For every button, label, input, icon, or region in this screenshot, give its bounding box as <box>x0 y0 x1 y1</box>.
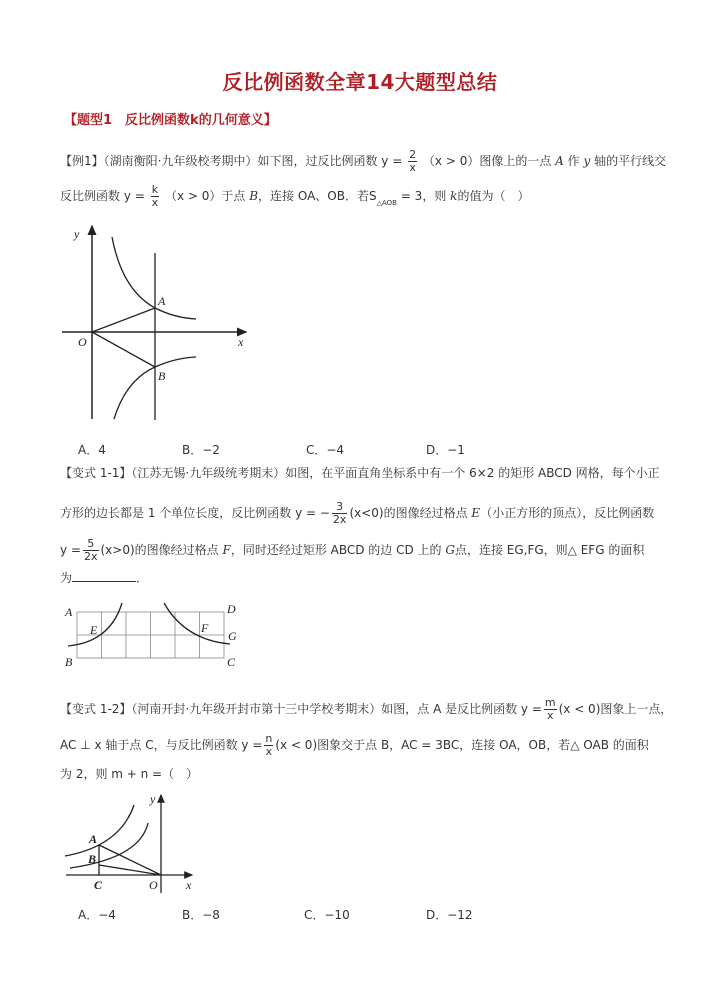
option-D[interactable]: D．−12 <box>426 908 473 922</box>
text: （x > 0）图像上的一点 <box>422 154 552 168</box>
curve-positive <box>112 237 196 319</box>
variant1-1-line3 <box>60 538 644 563</box>
label-y: y <box>74 227 80 241</box>
label-A: A <box>89 832 98 846</box>
curve-F <box>164 603 230 644</box>
label-y: y <box>150 792 156 806</box>
numerator: k <box>151 183 159 196</box>
text: 的值为（ ） <box>457 189 530 203</box>
denominator: x <box>409 161 416 174</box>
text: (x>0)的图像经过格点 <box>100 543 219 557</box>
numerator: m <box>544 696 556 709</box>
option-A[interactable]: A．−4 <box>78 908 116 922</box>
denominator: 2x <box>332 513 347 526</box>
variant-label: 【变式 1-1】 <box>60 466 132 480</box>
point-label: F <box>222 543 231 557</box>
label-O: O <box>149 878 158 892</box>
label-C: C <box>94 878 103 892</box>
label-O: O <box>78 335 87 349</box>
text: = 3，则 <box>400 189 447 203</box>
text: 为 <box>60 571 73 585</box>
var: y <box>583 154 591 168</box>
label-A: A <box>65 605 73 619</box>
figure-variant1-2 <box>65 795 192 893</box>
label-C: C <box>227 655 236 669</box>
text: y = <box>60 543 81 557</box>
text: （x > 0）于点 <box>164 189 246 203</box>
text: (x < 0)图象交于点 B，AC = 3BC，连接 OA，OB，若△ OAB 的面积 <box>275 738 649 752</box>
fraction <box>83 538 99 563</box>
answer-blank[interactable] <box>72 571 136 582</box>
segment-OA <box>92 308 155 332</box>
variant1-2-line2 <box>60 733 649 758</box>
text: 反比例函数 y = <box>60 189 145 203</box>
text: 点，连接 EG,FG，则△ EFG 的面积 <box>454 543 645 557</box>
variant1-2-line1 <box>60 697 672 722</box>
curve-n <box>70 823 148 868</box>
option-C[interactable]: C．−10 <box>304 908 350 922</box>
fraction <box>264 733 273 758</box>
example-label: 【例1】 <box>60 154 104 168</box>
fraction <box>544 697 557 722</box>
label-B: B <box>88 852 97 866</box>
numerator: 5 <box>83 538 99 551</box>
text: (x < 0)图象上一点， <box>558 702 673 716</box>
option-C[interactable]: C．−4 <box>306 443 345 457</box>
text: 如图，在平面直角坐标系中有一个 6×2 的矩形 ABCD 网格，每个小正 <box>285 466 660 480</box>
numerator: n <box>265 732 273 745</box>
denominator: 2x <box>83 550 98 563</box>
label-F: F <box>201 621 209 635</box>
denominator: x <box>546 709 554 722</box>
denominator: x <box>151 196 159 209</box>
point-label: B <box>249 189 259 203</box>
document-title: 反比例函数全章14大题型总结 <box>222 70 498 94</box>
label-x: x <box>186 878 192 892</box>
label-D: D <box>227 602 236 616</box>
point-label: A <box>555 154 564 168</box>
text: (x<0)的图像经过格点 <box>349 506 468 520</box>
text: 方形的边长都是 1 个单位长度，反比例函数 y = − <box>60 506 330 520</box>
option-B[interactable]: B．−2 <box>182 443 220 457</box>
numerator: 2 <box>409 148 417 161</box>
source: （湖南衡阳·九年级校考期中） <box>103 154 258 168</box>
section-heading: 【题型1 反比例函数k的几何意义】 <box>64 113 277 128</box>
variant1-1-line2 <box>60 501 654 526</box>
numerator: 3 <box>332 501 348 514</box>
variant-label: 【变式 1-2】 <box>60 702 132 716</box>
label-B: B <box>158 369 166 383</box>
label-B: B <box>65 655 73 669</box>
variant1-1-line4 <box>60 571 148 585</box>
text: （小正方形的顶点），反比例函数 <box>480 506 655 520</box>
var: k <box>450 189 458 203</box>
option-B[interactable]: B．−8 <box>182 908 220 922</box>
subscript: △AOB <box>376 199 397 207</box>
segment-OB <box>92 332 155 367</box>
text: AC ⊥ x 轴于点 C，与反比例函数 y = <box>60 738 263 752</box>
label-A: A <box>158 294 166 308</box>
text: 如图，点 A 是反比例函数 y = <box>381 702 542 716</box>
option-D[interactable]: D．−1 <box>426 443 465 457</box>
variant1-1-line1 <box>60 466 660 480</box>
denominator: x <box>265 745 273 758</box>
point-label: G <box>445 543 455 557</box>
fraction <box>332 501 348 526</box>
variant1-2-line3: 为 2，则 m + n =（ ） <box>60 767 199 781</box>
source: （江苏无锡·九年级统考期末） <box>131 466 286 480</box>
text: 作 <box>567 154 580 168</box>
text: ． <box>136 571 149 585</box>
text: ，同时还经过矩形 ABCD 的边 CD 上的 <box>230 543 442 557</box>
text: 轴的平行线交 <box>594 154 667 168</box>
label-E: E <box>90 623 98 637</box>
text: 如下图，过反比例函数 y = <box>257 154 403 168</box>
option-A[interactable]: A．4 <box>78 443 106 457</box>
label-x: x <box>238 335 244 349</box>
source: （河南开封·九年级开封市第十三中学校考期末） <box>131 702 382 716</box>
point-label: E <box>471 506 481 520</box>
label-G: G <box>228 629 237 643</box>
text: ，连接 OA、OB．若S <box>258 189 377 203</box>
